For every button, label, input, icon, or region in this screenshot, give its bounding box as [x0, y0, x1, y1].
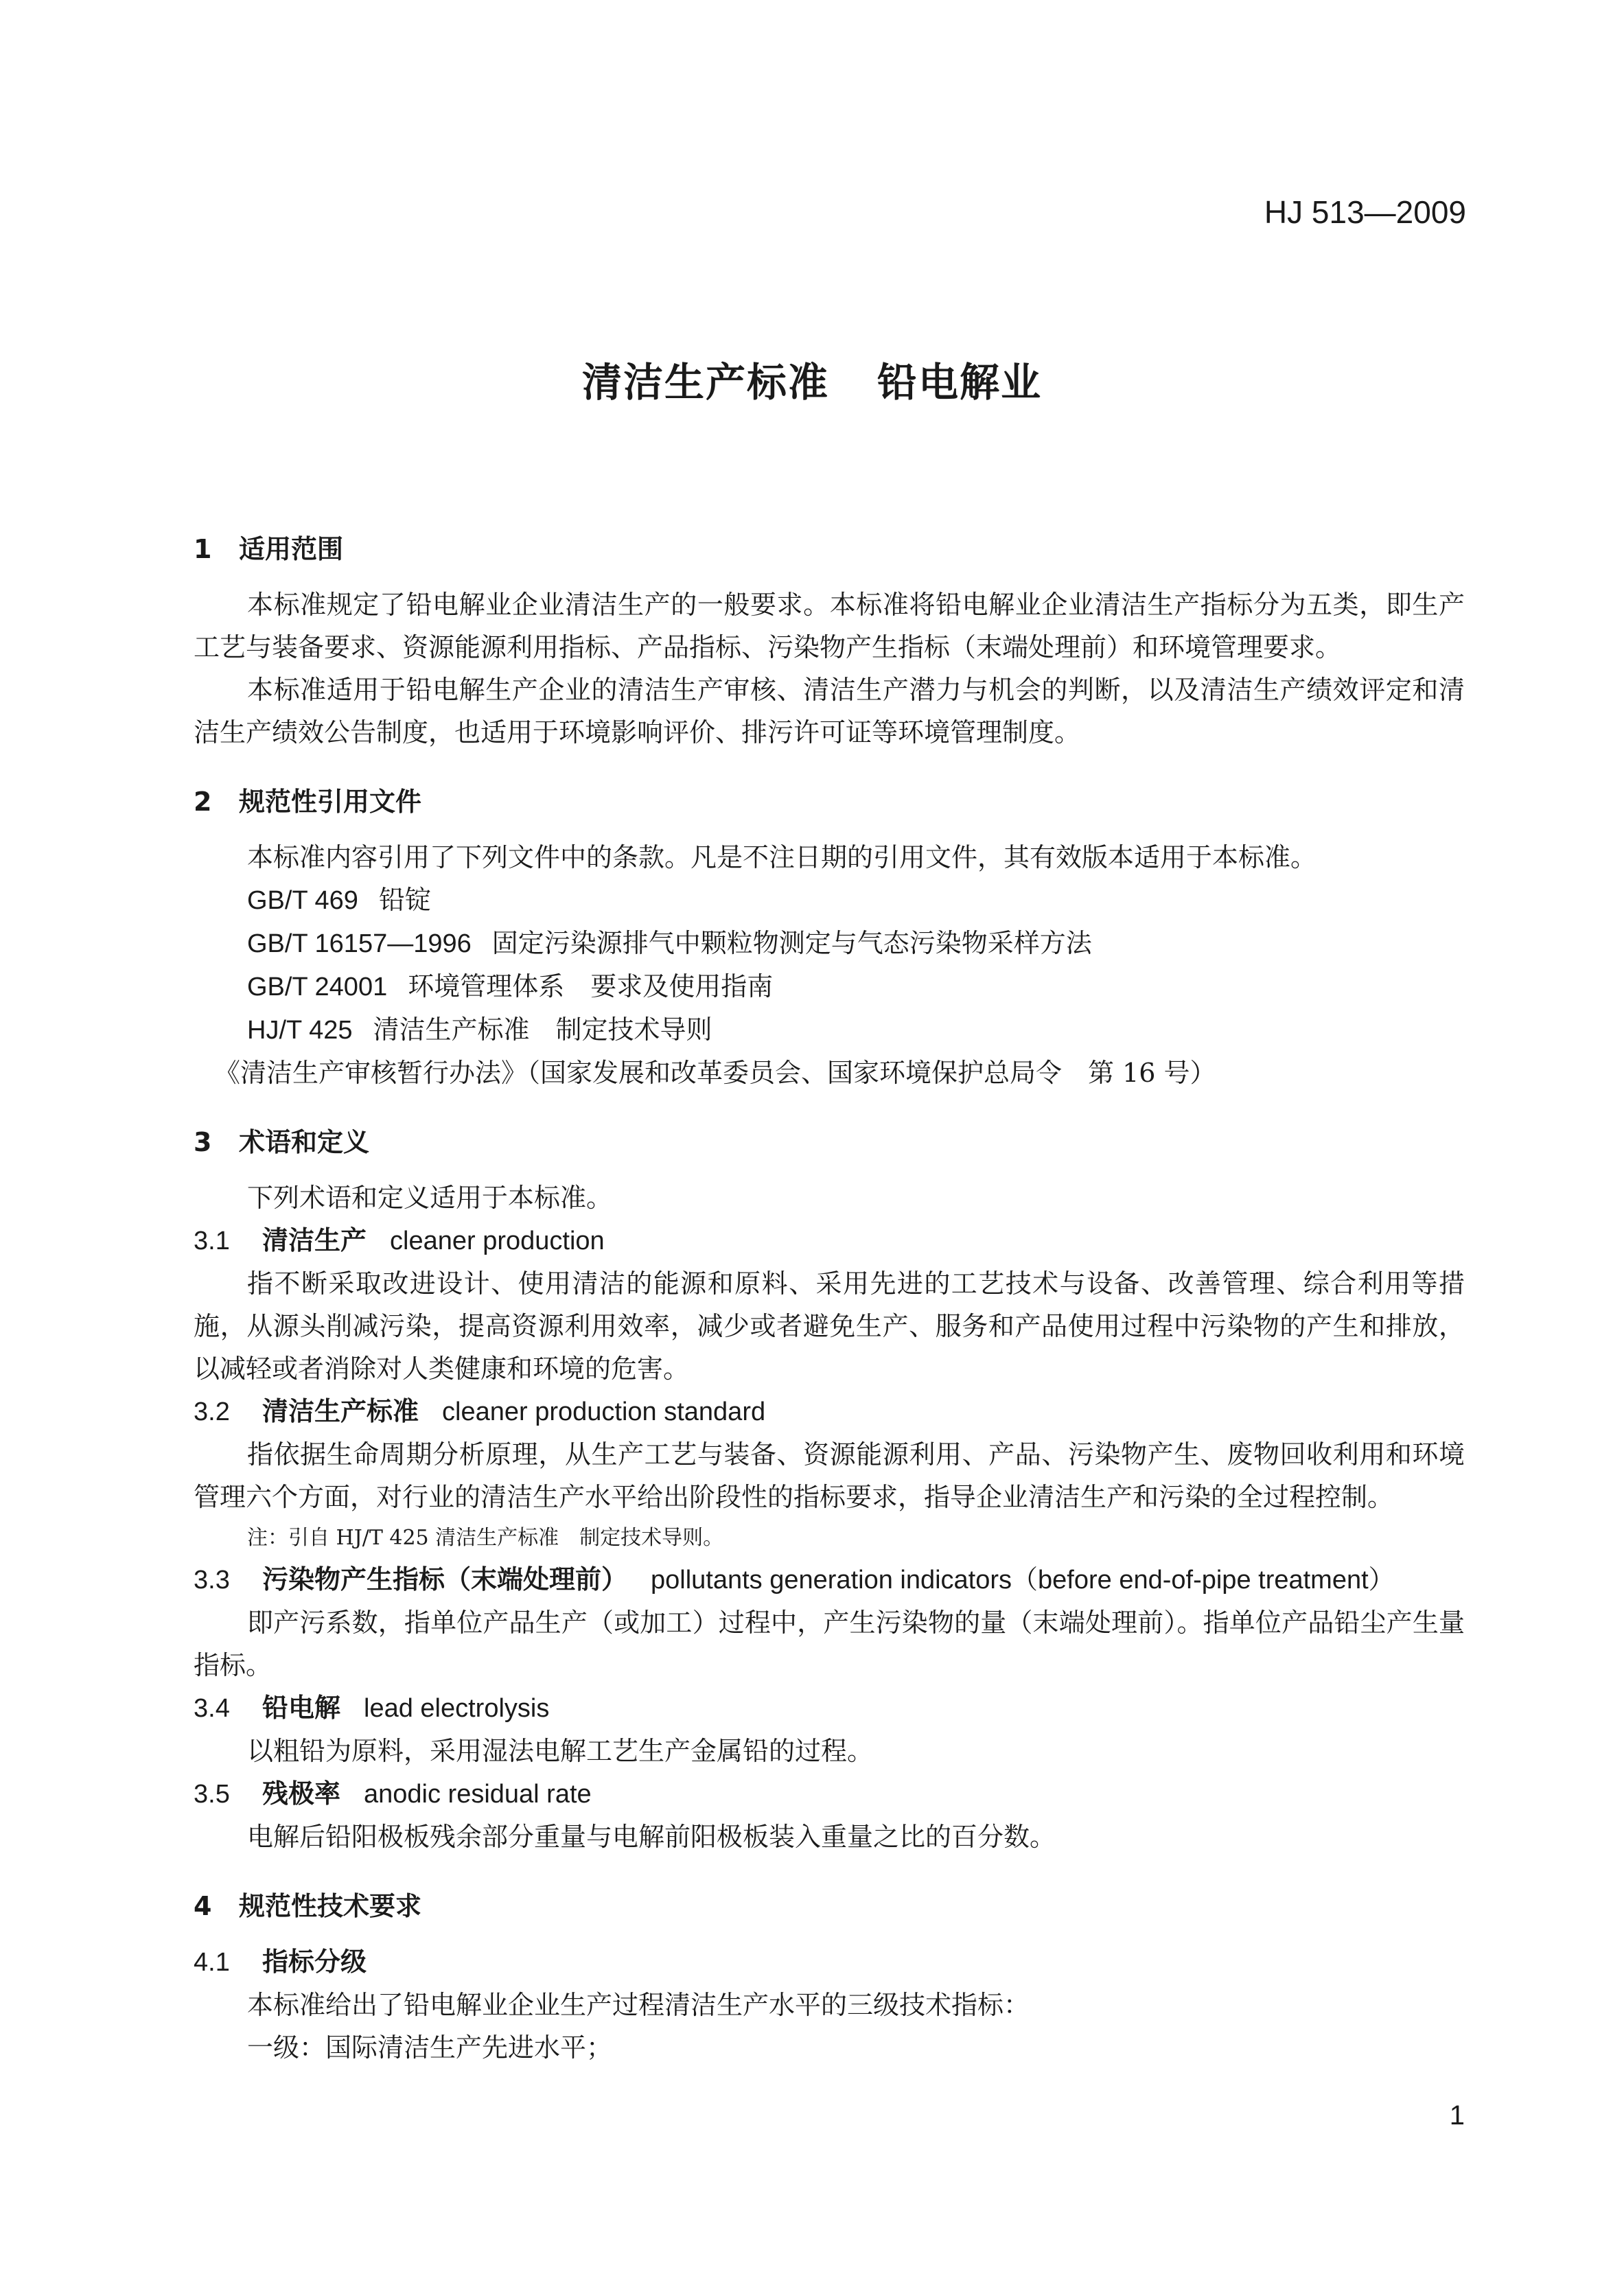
standard-code: HJ 513—2009 — [1264, 194, 1466, 230]
term-chinese: 清洁生产标准 — [262, 1396, 419, 1426]
term-heading — [194, 1686, 1465, 1730]
term-english: cleaner production — [390, 1227, 605, 1255]
term-english: pollutants generation indicators（before end-of-pipe treatment） — [651, 1566, 1395, 1595]
term-number: 3.4 — [194, 1694, 230, 1723]
term-number: 3.5 — [194, 1780, 230, 1809]
term-chinese: 铅电解 — [262, 1693, 341, 1723]
section-2-heading — [194, 781, 1465, 822]
term-number: 3.1 — [194, 1227, 230, 1255]
subsection-number: 4.1 — [194, 1948, 230, 1977]
paragraph: 一级：国际清洁生产先进水平； — [247, 2032, 613, 2063]
paragraph: 本标准规定了铅电解业企业清洁生产的一般要求。本标准将铅电解业企业清洁生产指标分为五类，即生产工艺与装备要求、资源能源利用指标、产品指标、污染物产生指标（末端处理前）和环境管理要求。 — [194, 590, 1465, 662]
reference-name: 固定污染源排气中颗粒物测定与气态污染物采样方法 — [491, 928, 1092, 958]
reference-code: GB/T 469 — [247, 886, 358, 915]
term-english: cleaner production standard — [442, 1398, 766, 1426]
term-english: lead electrolysis — [364, 1694, 550, 1723]
section-number: 3 — [194, 1127, 212, 1157]
section-title: 适用范围 — [239, 534, 344, 564]
term-number: 3.2 — [194, 1398, 230, 1426]
reference-item: 《清洁生产审核暂行办法》（国家发展和改革委员会、国家环境保护总局令 第 16 号） — [214, 1058, 1216, 1088]
page-number: 1 — [1449, 2100, 1465, 2131]
section-number: 4 — [194, 1891, 212, 1921]
reference-name: 环境管理体系 要求及使用指南 — [408, 971, 774, 1001]
title-part-1: 清洁生产标准 — [581, 359, 829, 406]
term-definition: 指不断采取改进设计、使用清洁的能源和原料、采用先进的工艺技术与设备、改善管理、综合利用等措施，从源头削减污染，提高资源利用效率，减少或者避免生产、服务和产品使用过程中污染物的产生和排放，以减轻或者消除对人类健康和环境的危害。 — [194, 1268, 1465, 1384]
section-4-heading — [194, 1886, 1465, 1927]
reference-item — [194, 1008, 1465, 1052]
section-title: 规范性技术要求 — [239, 1891, 422, 1921]
paragraph: 本标准给出了铅电解业企业生产过程清洁生产水平的三级技术指标： — [247, 1990, 1030, 2020]
reference-item — [194, 922, 1465, 965]
term-definition: 以粗铅为原料，采用湿法电解工艺生产金属铅的过程。 — [247, 1736, 874, 1766]
term-definition: 即产污系数，指单位产品生产（或加工）过程中，产生污染物的量（末端处理前）。指单位产品铅尘产生量指标。 — [194, 1608, 1465, 1680]
document-body — [194, 508, 1465, 2069]
term-chinese: 清洁生产 — [262, 1225, 367, 1255]
reference-name: 铅锭 — [378, 885, 431, 915]
term-definition: 指依据生命周期分析原理，从生产工艺与装备、资源能源利用、产品、污染物产生、废物回收利用和环境管理六个方面，对行业的清洁生产水平给出阶段性的指标要求，指导企业清洁生产和污染的全过程控制。 — [194, 1439, 1465, 1512]
section-title: 术语和定义 — [239, 1127, 370, 1157]
term-note: 注：引自 HJ/T 425 清洁生产标准 制定技术导则。 — [247, 1526, 724, 1550]
title-part-2: 铅电解业 — [877, 359, 1043, 406]
reference-code: HJ/T 425 — [247, 1016, 353, 1045]
document-title — [0, 350, 1624, 408]
reference-item — [194, 879, 1465, 922]
section-number: 2 — [194, 787, 212, 817]
term-english: anodic residual rate — [364, 1780, 592, 1809]
section-1-heading — [194, 529, 1465, 570]
subsection-heading — [194, 1940, 1465, 1984]
paragraph: 下列术语和定义适用于本标准。 — [247, 1183, 613, 1213]
term-chinese: 污染物产生指标（末端处理前） — [262, 1564, 628, 1595]
term-heading — [194, 1390, 1465, 1433]
term-heading — [194, 1772, 1465, 1816]
term-definition: 电解后铅阳极板残余部分重量与电解前阳极板装入重量之比的百分数。 — [247, 1822, 1056, 1852]
paragraph: 本标准适用于铅电解生产企业的清洁生产审核、清洁生产潜力与机会的判断，以及清洁生产绩效评定和清洁生产绩效公告制度，也适用于环境影响评价、排污许可证等环境管理制度。 — [194, 675, 1465, 747]
term-heading — [194, 1558, 1465, 1601]
paragraph: 本标准内容引用了下列文件中的条款。凡是不注日期的引用文件，其有效版本适用于本标准。 — [247, 842, 1317, 872]
section-title: 规范性引用文件 — [239, 787, 422, 817]
reference-code: GB/T 24001 — [247, 973, 388, 1001]
term-number: 3.3 — [194, 1566, 230, 1595]
section-number: 1 — [194, 534, 212, 564]
reference-item — [194, 965, 1465, 1008]
section-3-heading — [194, 1122, 1465, 1163]
subsection-title: 指标分级 — [262, 1947, 367, 1977]
term-chinese: 残极率 — [262, 1778, 341, 1809]
term-heading — [194, 1219, 1465, 1262]
reference-name: 清洁生产标准 制定技术导则 — [373, 1014, 712, 1045]
reference-code: GB/T 16157—1996 — [247, 929, 472, 958]
